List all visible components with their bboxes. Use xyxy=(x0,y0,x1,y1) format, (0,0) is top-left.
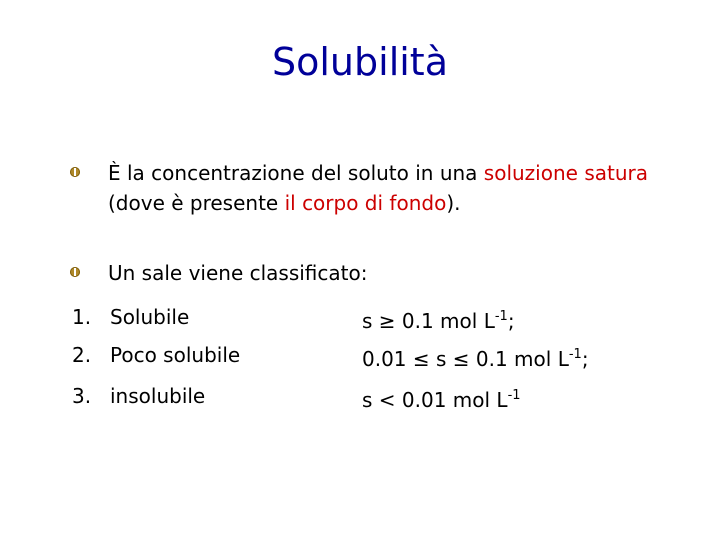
list-number: 1. xyxy=(72,305,92,329)
condition-main: s < 0.01 mol L xyxy=(362,388,508,412)
list-number: 2. xyxy=(72,343,92,367)
slide-title: Solubilità xyxy=(272,40,448,84)
condition-main: 0.01 ≤ s ≤ 0.1 mol L xyxy=(362,347,569,371)
classification-text: Un sale viene classificato: xyxy=(108,261,368,285)
bullet-definition xyxy=(80,158,690,218)
list-item xyxy=(72,380,692,412)
list-category: insolubile xyxy=(110,384,206,408)
condition-exponent: -1 xyxy=(507,388,521,403)
bullet-classification xyxy=(80,258,690,288)
condition-exponent: -1 xyxy=(568,347,582,362)
list-item xyxy=(72,301,692,333)
definition-part-2: (dove è presente xyxy=(108,191,285,215)
condition-punct: ; xyxy=(581,347,589,371)
list-item xyxy=(72,339,692,371)
highlight-saturated-solution: soluzione satura xyxy=(483,161,648,185)
condition-main: s ≥ 0.1 mol L xyxy=(362,309,495,333)
list-condition xyxy=(362,301,515,337)
list-number: 3. xyxy=(72,384,92,408)
list-category: Poco solubile xyxy=(110,343,241,367)
definition-text xyxy=(108,158,690,218)
condition-exponent: -1 xyxy=(494,309,508,324)
condition-punct: ; xyxy=(507,309,515,333)
list-condition xyxy=(362,380,521,416)
definition-part-1: È la concentrazione del soluto in una xyxy=(108,161,484,185)
list-category: Solubile xyxy=(110,305,190,329)
bullet-icon xyxy=(70,267,80,277)
list-condition xyxy=(362,339,589,375)
bullet-icon xyxy=(70,167,80,177)
highlight-solid-residue: il corpo di fondo xyxy=(284,191,447,215)
definition-part-3: ). xyxy=(446,191,461,215)
